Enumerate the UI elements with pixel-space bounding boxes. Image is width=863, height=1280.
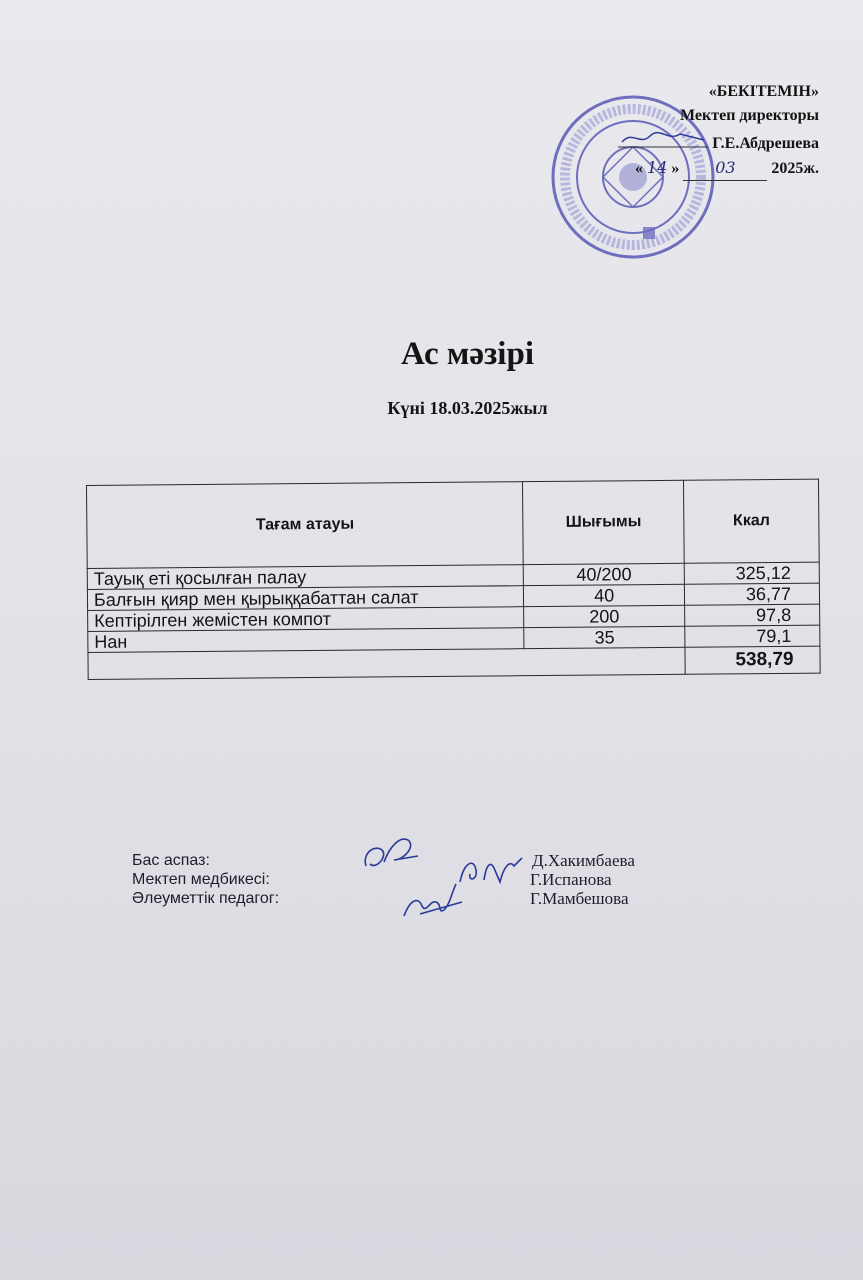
signature-person: Д.Хакимбаева [532, 851, 635, 870]
dish-name: Нан [88, 628, 524, 653]
table-total-row [88, 646, 820, 679]
approval-month: 03 [683, 156, 767, 181]
signature-role: Мектеп медбикесі: [132, 871, 270, 888]
approval-day: 14 [647, 158, 668, 177]
dish-kcal: 325,12 [684, 562, 819, 584]
approval-position: Мектеп директоры [680, 107, 819, 124]
menu-table [86, 479, 821, 680]
dish-name: Кептірілген жемістен компот [88, 607, 524, 632]
menu-date: Күні 18.03.2025жыл [387, 398, 548, 418]
dish-output: 200 [524, 605, 685, 627]
table-header-row [87, 479, 820, 568]
nurse-signature-icon [456, 852, 526, 888]
dish-name: Балғын қияр мен қырыққабаттан салат [87, 586, 523, 611]
director-name: Г.Е.Абдрешева [712, 135, 819, 152]
pedagogue-signature-icon [400, 880, 466, 924]
header-dish-name: Тағам атауы [87, 482, 524, 569]
date-quote-open: « [635, 160, 644, 177]
total-kcal: 538,79 [685, 646, 820, 674]
dish-kcal: 79,1 [685, 625, 820, 647]
signature-person: Г.Мамбешова [530, 889, 629, 908]
dish-output: 40 [524, 584, 685, 606]
signature-role: Бас аспаз: [132, 852, 210, 869]
date-quote-close: » [671, 160, 680, 177]
director-signature-icon [618, 135, 712, 152]
dish-kcal: 36,77 [685, 583, 820, 605]
approval-year: 2025ж. [771, 160, 819, 177]
dish-name: Тауық еті қосылған палау [87, 565, 523, 590]
approval-block [519, 80, 819, 181]
signature-role: Әлеуметтік педагог: [132, 890, 280, 907]
chef-signature-icon [360, 826, 424, 876]
page-title: Ас мәзірі [401, 336, 534, 372]
header-kcal: Ккал [684, 479, 820, 563]
approval-date-line [519, 156, 819, 181]
dish-output: 35 [524, 626, 685, 648]
approval-director-line [519, 128, 819, 156]
header-output: Шығымы [523, 480, 685, 564]
total-empty-cell [88, 647, 685, 679]
dish-output: 40/200 [523, 563, 684, 585]
dish-kcal: 97,8 [685, 604, 820, 626]
signature-person: Г.Испанова [530, 870, 612, 889]
approval-heading: «БЕКІТЕМІН» [708, 83, 819, 100]
